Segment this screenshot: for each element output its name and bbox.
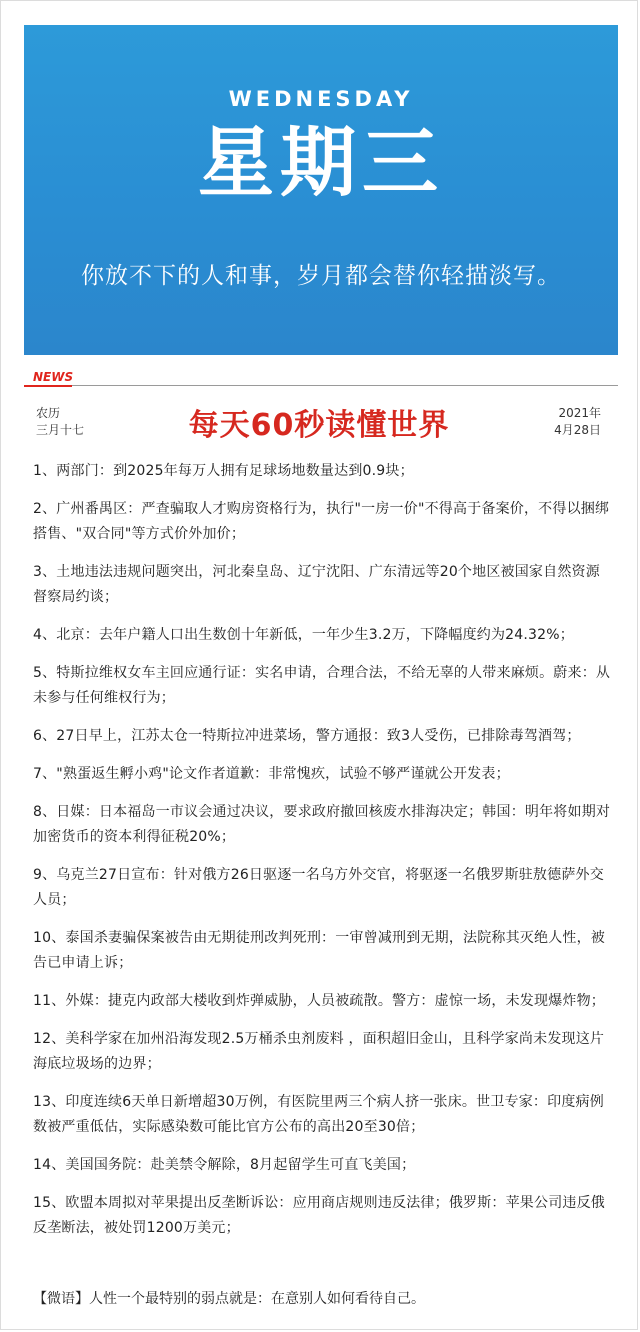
weekday-english: WEDNESDAY bbox=[228, 87, 414, 111]
news-item: 6、27日早上，江苏太仓一特斯拉冲进菜场，警方通报：致3人受伤，已排除毒驾酒驾； bbox=[33, 728, 581, 744]
divider bbox=[24, 385, 618, 386]
news-item: 8、日媒：日本福岛一市议会通过决议，要求政府撤回核废水排海决定；韩国：明年将如期对加密货币的资本利得征税20%； bbox=[33, 804, 611, 845]
lunar-day: 三月十七 bbox=[36, 423, 85, 437]
news-item: 15、欧盟本周拟对苹果提出反垄断诉讼：应用商店规则违反法律；俄罗斯：苹果公司违反俄反垄断法，被处罚1200万美元； bbox=[33, 1195, 606, 1236]
weekday-chinese: 星期三 bbox=[198, 118, 444, 207]
news-item: 12、美科学家在加州沿海发现2.5万桶杀虫剂废料 ，面积超旧金山，且科学家尚未发现这片海底垃圾场的边界； bbox=[33, 1031, 605, 1072]
news-item: 1、两部门：到2025年每万人拥有足球场地数量达到0.9块； bbox=[33, 463, 414, 479]
section-label: NEWS bbox=[33, 370, 74, 384]
news-item: 5、特斯拉维权女车主回应通行证：实名申请，合理合法，不给无辜的人带来麻烦。蔚来：从未参与任何维权行为； bbox=[33, 665, 611, 706]
date-year: 2021年 bbox=[558, 406, 601, 420]
news-item: 4、北京：去年户籍人口出生数创十年新低，一年少生3.2万，下降幅度约为24.32%； bbox=[33, 627, 574, 643]
news-item: 11、外媒：捷克内政部大楼收到炸弹威胁，人员被疏散。警方：虚惊一场，未发现爆炸物； bbox=[33, 993, 606, 1009]
news-item: 3、土地违法违规问题突出，河北秦皇岛、辽宁沈阳、广东清远等20个地区被国家自然资源督察局约谈； bbox=[33, 564, 600, 605]
gregorian-date bbox=[554, 405, 601, 439]
news-list bbox=[33, 459, 613, 1254]
news-item: 13、印度连续6天单日新增超30万例，有医院里两三个病人挤一张床。世卫专家：印度病例数被严重低估，实际感染数可能比官方公布的高出20至30倍； bbox=[33, 1094, 604, 1135]
divider-accent bbox=[24, 385, 72, 387]
weekday-banner bbox=[24, 25, 618, 355]
news-item: 7、"熟蛋返生孵小鸡"论文作者道歉：非常愧疚，试验不够严谨就公开发表； bbox=[33, 766, 510, 782]
lunar-label: 农历 bbox=[36, 406, 61, 420]
news-item: 10、泰国杀妻骗保案被告由无期徒刑改判死刑：一审曾减刑到无期，法院称其灭绝人性，被告已申请上诉； bbox=[33, 930, 606, 971]
page-title: 每天60秒读懂世界 bbox=[188, 408, 450, 443]
date-month-day: 4月28日 bbox=[554, 423, 601, 437]
news-item: 2、广州番禺区：严查骗取人才购房资格行为，执行"一房一价"不得高于备案价，不得以捆绑搭售、"双合同"等方式价外加价； bbox=[33, 501, 610, 542]
news-item: 9、乌克兰27日宣布：针对俄方26日驱逐一名乌方外交官，将驱逐一名俄罗斯驻敖德萨外交人员； bbox=[33, 867, 604, 908]
banner-slogan: 你放不下的人和事，岁月都会替你轻描淡写。 bbox=[81, 263, 561, 289]
daily-quote: 【微语】人性一个最特别的弱点就是：在意别人如何看待自己。 bbox=[33, 1291, 425, 1307]
news-item: 14、美国国务院：赴美禁令解除，8月起留学生可直飞美国； bbox=[33, 1157, 416, 1173]
